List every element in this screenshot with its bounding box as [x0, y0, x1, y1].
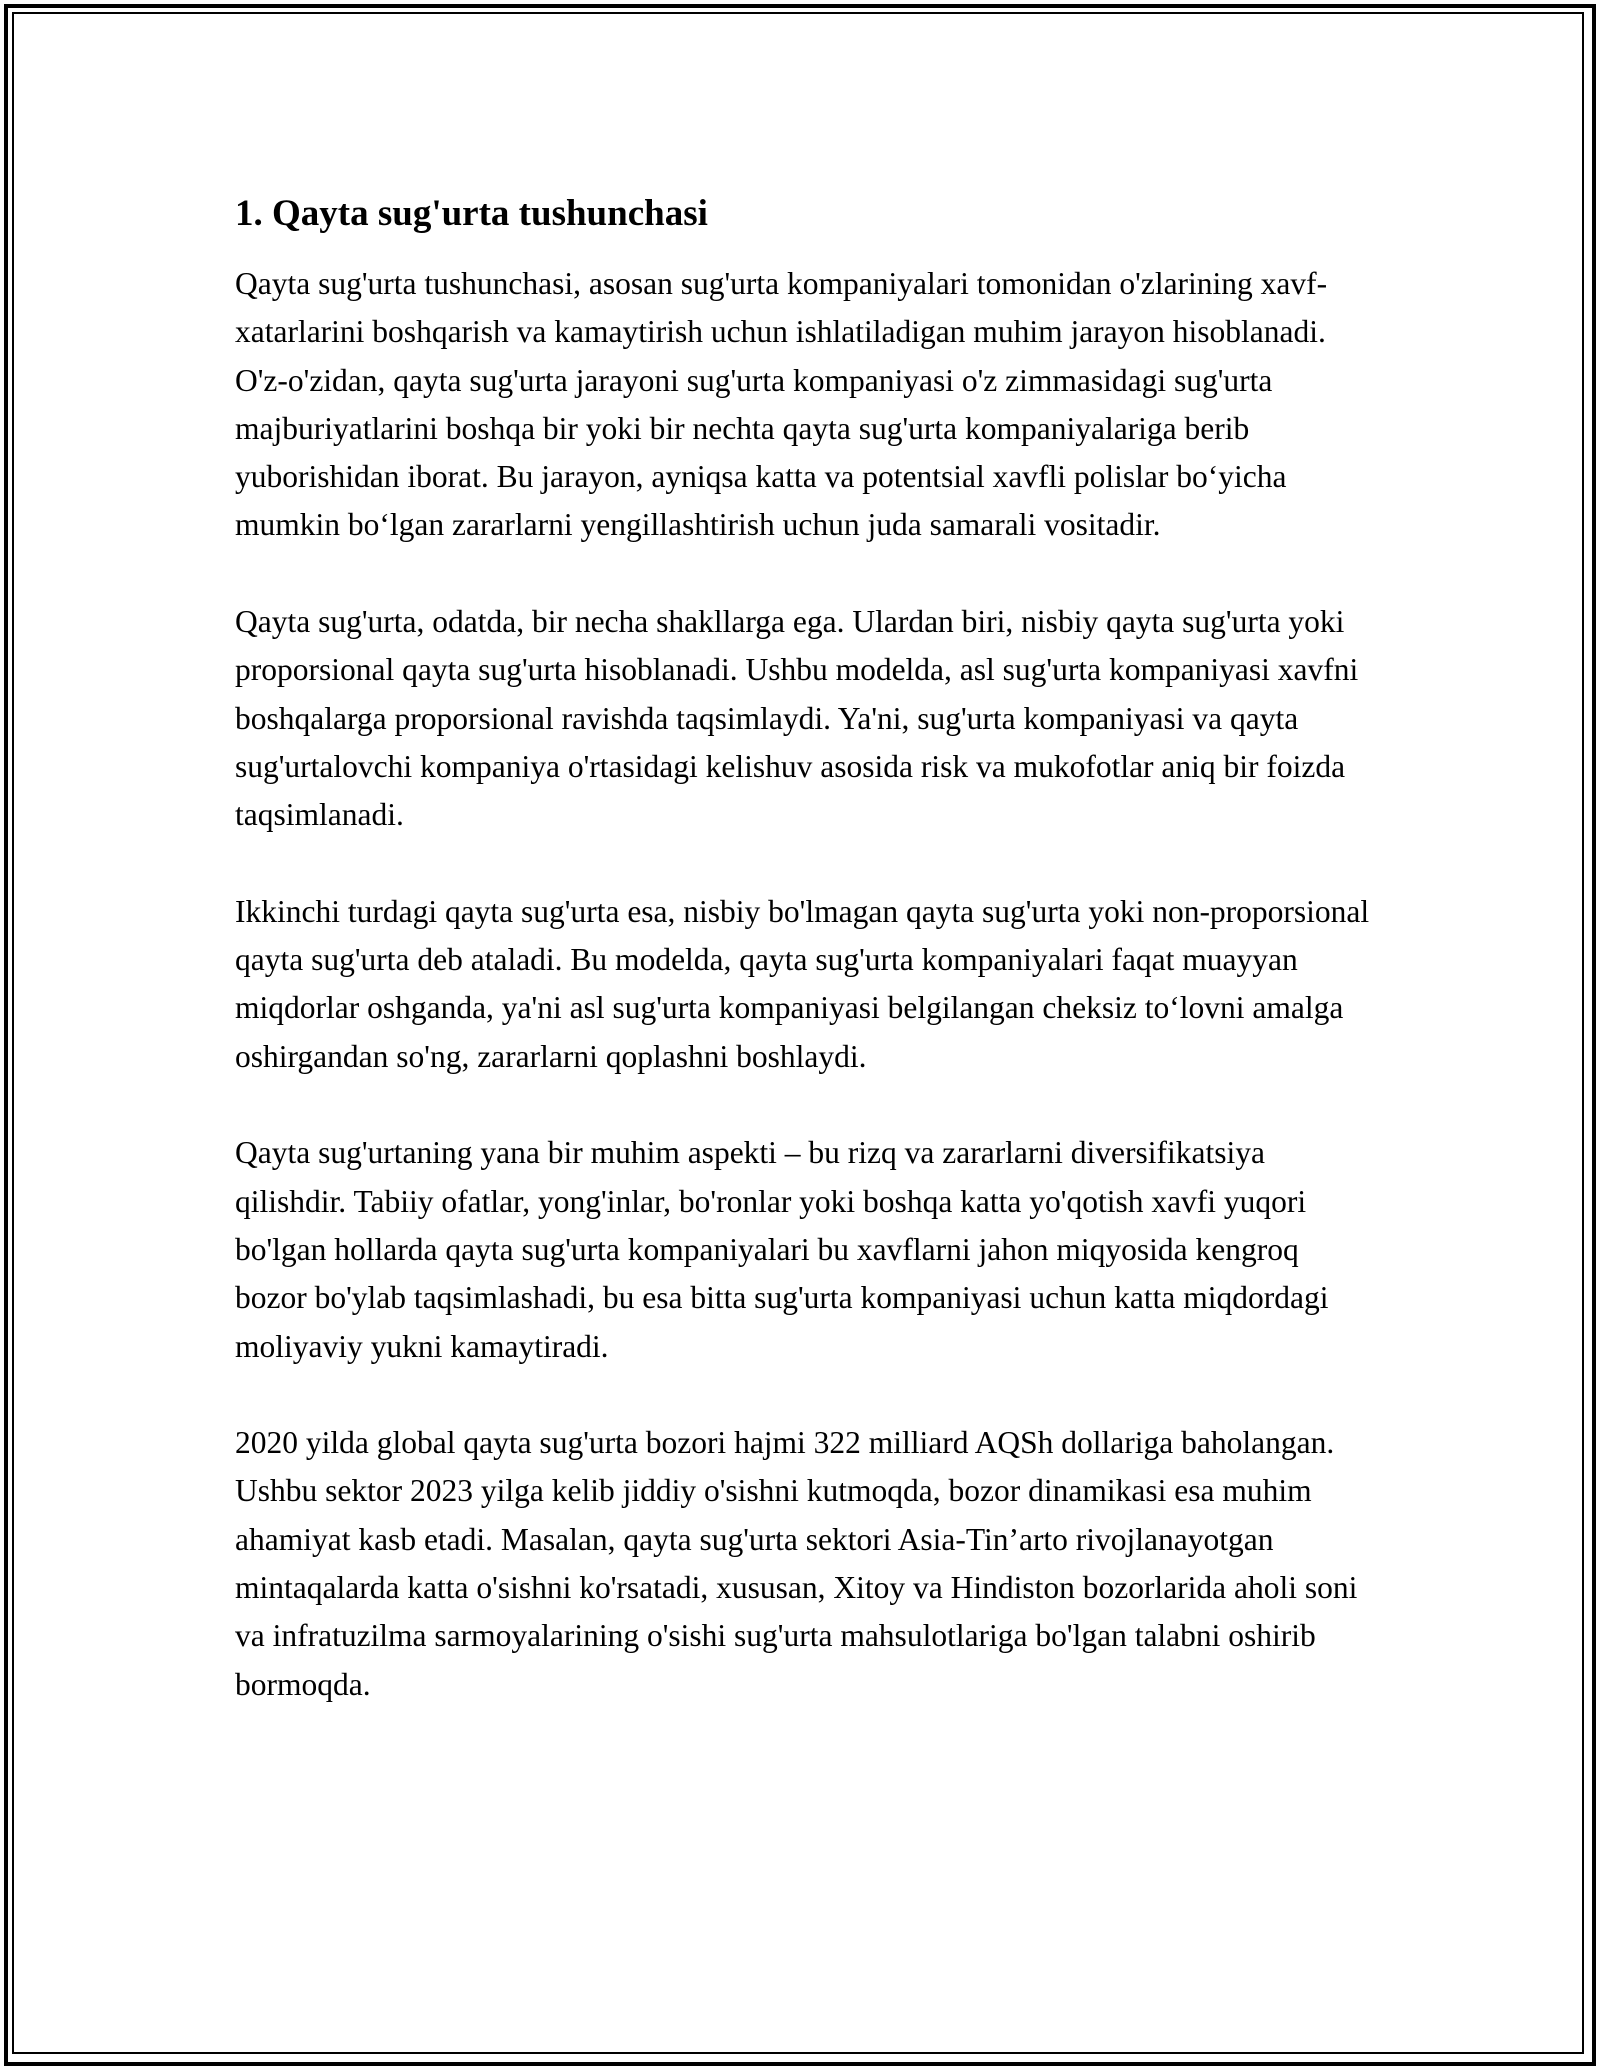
section-heading: 1. Qayta sug'urta tushunchasi	[235, 193, 708, 234]
paragraph-proportional: Qayta sug'urta, odatda, bir necha shakllarga ega. Ulardan biri, nisbiy qayta sug'urta yoki proporsional qayta sug'urta hisoblanadi. Ushbu modelda, asl sug'urta kompaniyasi xavfni boshqalarga proporsional ravishda taqsimlaydi. Ya'ni, sug'urta kompaniyasi va qayta sug'urtalovchi kompaniya o'rtasidagi kelishuv asosida risk va mukofotlar aniq bir foizda taqsimlanadi.	[235, 604, 1359, 833]
document-body	[235, 188, 1375, 1757]
paragraph-non-proportional: Ikkinchi turdagi qayta sug'urta esa, nisbiy bo'lmagan qayta sug'urta yoki non-proporsional qayta sug'urta deb ataladi. Bu modelda, qayta sug'urta kompaniyalari faqat muayyan miqdorlar oshganda, ya'ni asl sug'urta kompaniyasi belgilangan cheksiz to‘lovni amalga oshirgandan so'ng, zararlarni qoplashni boshlaydi.	[235, 893, 1370, 1074]
paragraph-market: 2020 yilda global qayta sug'urta bozori hajmi 322 milliard AQSh dollariga baholangan. Ushbu sektor 2023 yilga kelib jiddiy o'sishni kutmoqda, bozor dinamikasi esa muhim ahamiyat kasb etadi. Masalan, qayta sug'urta sektori Asia-Tin’arto rivojlanayotgan mintaqalarda katta o'sishni ko'rsatadi, xususan, Xitoy va Hindiston bozorlarida aholi soni va infratuzilma sarmoyalarining o'sishi sug'urta mahsulotlariga bo'lgan talabni oshirib bormoqda.	[235, 1425, 1358, 1702]
paragraph-definition: Qayta sug'urta tushunchasi, asosan sug'urta kompaniyalari tomonidan o'zlarining xavf-xatarlarini boshqarish va kamaytirish uchun ishlatiladigan muhim jarayon hisoblanadi. O'z-o'zidan, qayta sug'urta jarayoni sug'urta kompaniyasi o'z zimmasidagi sug'urta majburiyatlarini boshqa bir yoki bir nechta qayta sug'urta kompaniyalariga berib yuborishidan iborat. Bu jarayon, ayniqsa katta va potentsial xavfli polislar bo‘yicha mumkin bo‘lgan zararlarni yengillashtirish uchun juda samarali vositadir.	[235, 266, 1328, 543]
paragraph-diversification: Qayta sug'urtaning yana bir muhim aspekti – bu rizq va zararlarni diversifikatsiya qilishdir. Tabiiy ofatlar, yong'inlar, bo'ronlar yoki boshqa katta yo'qotish xavfi yuqori bo'lgan hollarda qayta sug'urta kompaniyalari bu xavflarni jahon miqyosida kengroq bozor bo'ylab taqsimlashadi, bu esa bitta sug'urta kompaniyasi uchun katta miqdordagi moliyaviy yukni kamaytiradi.	[235, 1135, 1329, 1364]
